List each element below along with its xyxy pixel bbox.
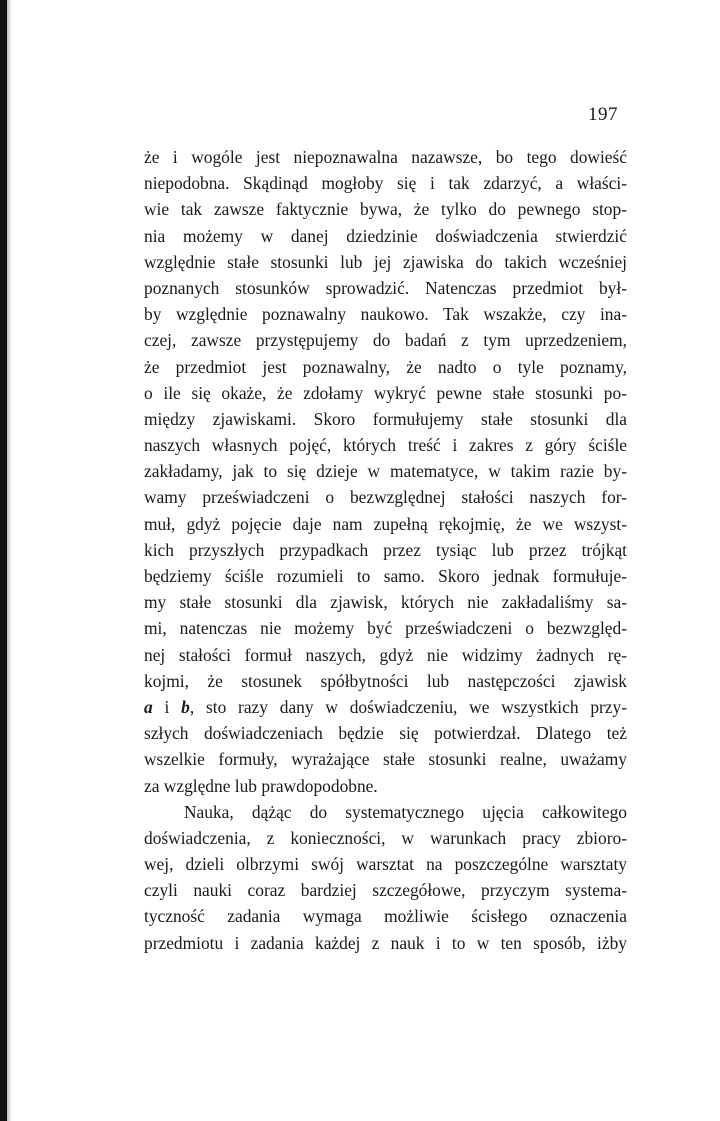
text-line: wamy przeświadczeni o bezwzględnej stałości naszych for- (144, 487, 627, 508)
text-line: wej, dzieli olbrzymi swój warsztat na poszczególne warsztaty (144, 854, 627, 875)
text-line: muł, gdyż pojęcie daje nam zupełną rękojmię, że we wszyst- (144, 513, 627, 534)
binding-shadow (7, 0, 12, 1121)
paragraph (144, 144, 627, 799)
text-line: przedmiotu i zadania każdej z nauk i to w ten sposób, iżby (144, 932, 627, 953)
text-line: by względnie poznawalny naukowo. Tak wszakże, czy ina- (144, 304, 627, 325)
text-line: mi, natenczas nie możemy być przeświadczeni o bezwzględ- (144, 618, 627, 639)
text-line: tyczność zadania wymaga możliwie ścisłego oznaczenia (144, 906, 627, 927)
paragraph (144, 799, 627, 956)
variable-b: b (181, 696, 190, 717)
text-line: szłych doświadczeniach będzie się potwierdzał. Dlatego też (144, 723, 627, 744)
text-line: o ile się okaże, że zdołamy wykryć pewne stałe stosunki po- (144, 382, 627, 403)
text-line: Nauka, dążąc do systematycznego ujęcia całkowitego (184, 801, 627, 822)
text-line: wie tak zawsze faktycznie bywa, że tylko do pewnego stop- (144, 199, 627, 220)
text-line: poznanych stosunków sprowadzić. Natenczas przedmiot był- (144, 277, 627, 298)
text-line: naszych własnych pojęć, których treść i zakres z góry ściśle (144, 435, 627, 456)
text-line: będziemy ściśle rozumieli to samo. Skoro jednak formułuje- (144, 566, 627, 586)
text-line: kojmi, że stosunek spółbytności lub następczości zjawisk (144, 670, 627, 691)
page-number: 197 (588, 104, 618, 125)
text-line: wszelkie formuły, wyrażające stałe stosunki realne, uważamy (144, 749, 627, 770)
text-line: względnie stałe stosunki lub jej zjawiska do takich wcześniej (144, 251, 627, 272)
text-line: nia możemy w danej dziedzinie doświadczenia stwierdzić (144, 225, 627, 246)
line-conjunction: i (152, 696, 182, 717)
text-line: kich przyszłych przypadkach przez tysiąc lub przez trójkąt (144, 539, 627, 560)
text-line: niepodobna. Skądinąd mogłoby się i tak zdarzyć, a właści- (144, 173, 627, 194)
text-line: zakładamy, jak to się dzieje w matematyce, w takim razie by- (144, 461, 627, 482)
body-text (144, 144, 627, 956)
text-line: nej stałości formuł naszych, gdyż nie widzimy żadnych rę- (144, 644, 627, 665)
text-line: doświadczenia, z konieczności, w warunkach pracy zbioro- (144, 827, 627, 848)
text-line-with-variables (144, 694, 627, 720)
variable-a: a (144, 696, 153, 717)
text-line: między zjawiskami. Skoro formułujemy stałe stosunki dla (144, 408, 627, 429)
text-line: my stałe stosunki dla zjawisk, których nie zakładaliśmy sa- (144, 592, 627, 613)
text-line: czyli nauki coraz bardziej szczegółowe, przyczym systema- (144, 880, 627, 901)
text-line: czej, zawsze przystępujemy do badań z tym uprzedzeniem, (144, 330, 627, 351)
text-line: za względne lub prawdopodobne. (144, 775, 378, 796)
book-binding-edge (0, 0, 7, 1121)
text-line: że i wogóle jest niepoznawalna nazawsze, bo tego dowieść (144, 147, 627, 167)
text-line: że przedmiot jest poznawalny, że nadto o tyle poznamy, (144, 356, 627, 377)
line-suffix: , sto razy dany w doświadczeniu, we wszystkich przy- (189, 696, 627, 717)
